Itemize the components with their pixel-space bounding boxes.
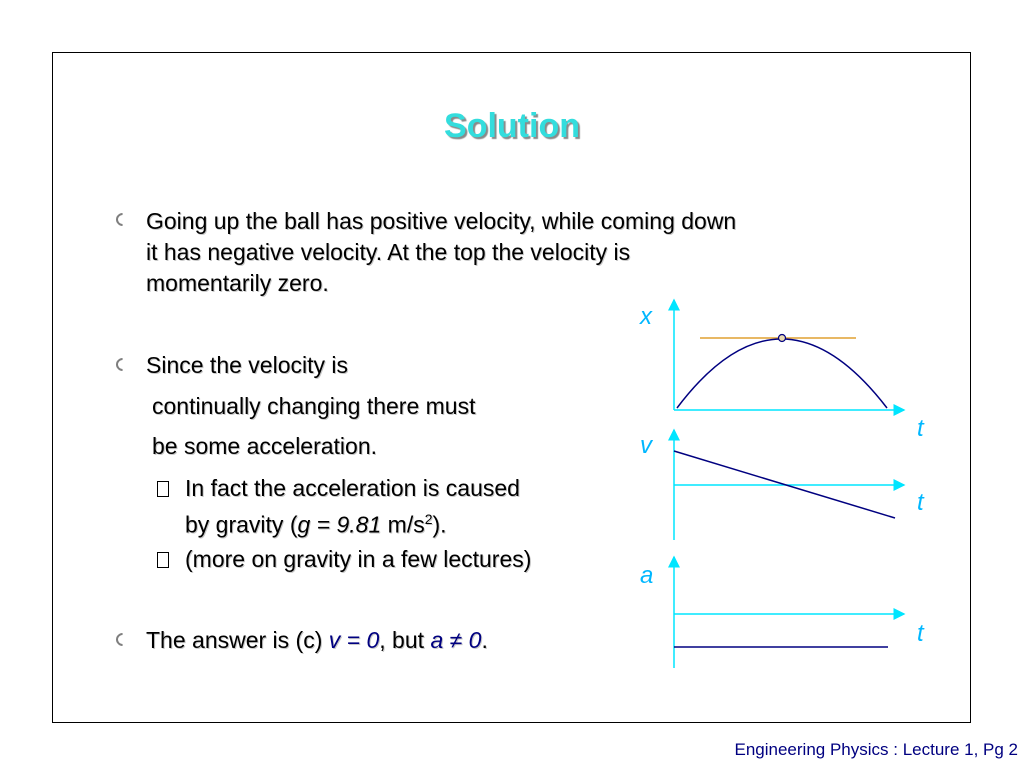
sub-bullet-1-line-2: by gravity (g = 9.81 $m/s^2$). <box>185 511 447 538</box>
acceleration-graph <box>674 557 904 668</box>
parabola-curve <box>677 339 887 408</box>
not-equal-symbol: ≠ <box>449 627 463 653</box>
a-label: a <box>640 562 654 589</box>
gravity-formula: g = 9.81 <box>297 511 382 538</box>
bullet-1-line-1: Going up the ball has positive velocity, while coming down <box>146 208 737 234</box>
sub-bullet-1-line-1: In fact the acceleration is caused <box>185 475 520 501</box>
bullet-2-line-2: continually changing there must <box>152 393 476 419</box>
slide-title: Solution <box>444 107 580 145</box>
x-label: x <box>640 303 652 330</box>
velocity-graph <box>674 430 904 540</box>
top-point <box>779 335 786 342</box>
t-label: t <box>917 489 924 516</box>
v-label: v <box>640 432 652 459</box>
t-label: t <box>917 415 924 442</box>
bullet-2-line-1: Since the velocity is <box>146 352 348 378</box>
footer-text: Engineering Physics : Lecture 1, Pg 2 <box>734 740 1018 759</box>
bullet-3-answer: The answer is (c) v = 0, but a ≠ 0. <box>146 627 488 653</box>
bullet-2-line-3: be some acceleration. <box>152 433 378 459</box>
position-graph <box>674 300 904 410</box>
bullet-1-line-2: it has negative velocity. At the top the velocity is <box>146 239 631 265</box>
sub-bullet-2: (more on gravity in a few lectures) <box>185 546 532 572</box>
t-label: t <box>917 620 924 647</box>
bullet-1-line-3: momentarily zero. <box>146 270 329 296</box>
